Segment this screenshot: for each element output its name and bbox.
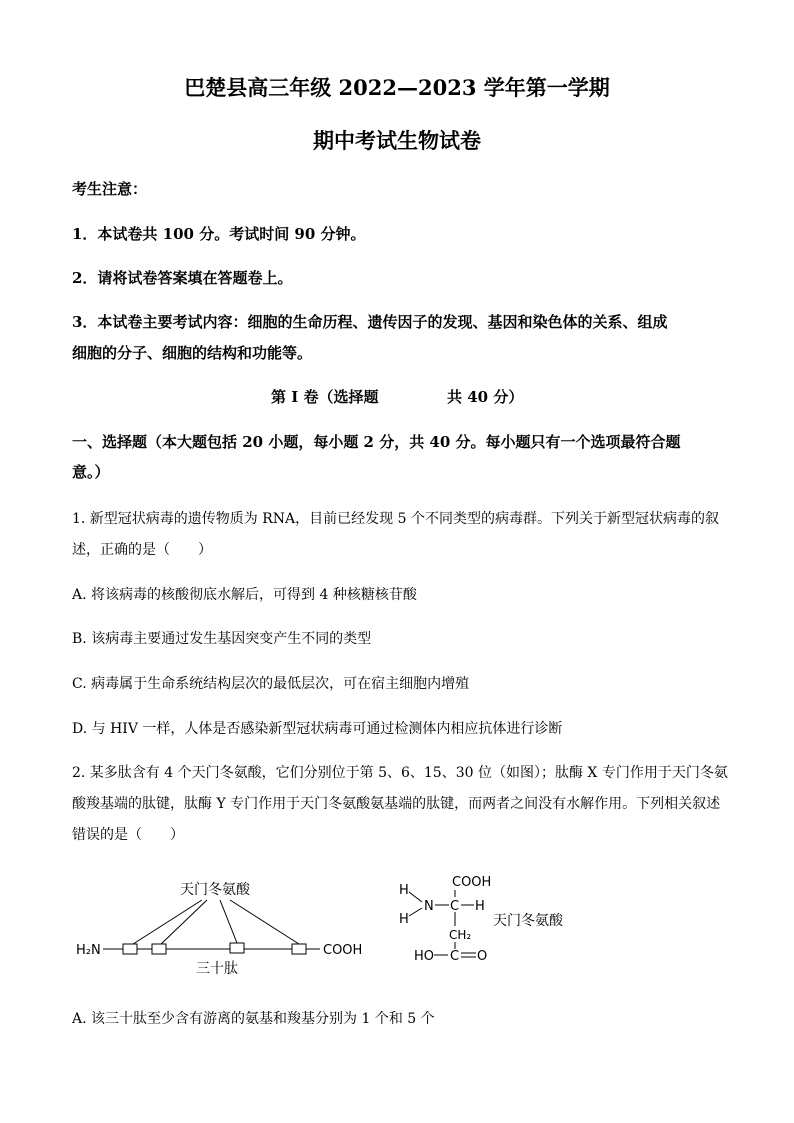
- c-terminus-label: COOH: [323, 943, 363, 958]
- struct-ho: HO: [414, 949, 435, 964]
- section-heading-cont: 意。）: [72, 463, 110, 481]
- q1-stem-line1: 1. 新型冠状病毒的遗传物质为 RNA，目前已经发现 5 个不同类型的病毒群。下列关于新型冠状病毒的叙: [72, 511, 719, 527]
- q1-option-b: B. 该病毒主要通过发生基因突变产生不同的类型: [72, 631, 372, 647]
- q2-stem-line1: 2. 某多肽含有 4 个天门冬氨酸，它们分别位于第 5、6、15、30 位（如图）；肽酶 X 专门作用于天门冬氨: [72, 765, 728, 781]
- struct-o: O: [477, 949, 488, 964]
- section-heading: 一、选择题（本大题包括 20 小题，每小题 2 分，共 40 分。每小题只有一个选项最符合题: [72, 433, 681, 451]
- connector-line-4: [230, 900, 299, 944]
- aspartic-acid-label: 天门冬氨酸: [180, 882, 250, 898]
- notice-item-2: 2．请将试卷答案填在答题卷上。: [72, 269, 293, 287]
- struct-ch2: CH₂: [449, 928, 472, 942]
- bond-h-n-bottom: [409, 908, 422, 916]
- residue-30-box: [292, 944, 306, 954]
- notice-item-1: 1．本试卷共 100 分。考试时间 90 分钟。: [72, 225, 366, 243]
- struct-c: C: [450, 949, 460, 964]
- thirty-peptide-label: 三十肽: [196, 961, 238, 977]
- part-score: 共 40 分）: [447, 388, 524, 406]
- residue-6-box: [152, 944, 166, 954]
- part-label: 第 I 卷（选择题: [271, 388, 379, 406]
- page-title-line2: 期中考试生物试卷: [313, 128, 481, 153]
- notice-item-3: 3．本试卷主要考试内容：细胞的生命历程、遗传因子的发现、基因和染色体的关系、组成: [72, 313, 668, 331]
- struct-h-top: H: [399, 883, 409, 898]
- q1-option-a: A. 将该病毒的核酸彻底水解后，可得到 4 种核糖核苷酸: [72, 587, 417, 603]
- peptide-chain-diagram: [76, 882, 362, 977]
- aspartic-acid-right-label: 天门冬氨酸: [493, 913, 563, 929]
- bond-h-n-top: [409, 892, 422, 902]
- page-title-line1: 巴楚县高三年级 2022—2023 学年第一学期: [184, 75, 610, 100]
- struct-n: N: [424, 899, 434, 914]
- residue-5-box: [123, 944, 137, 954]
- aspartic-acid-structure: [399, 875, 564, 964]
- struct-cooh: COOH: [452, 875, 492, 890]
- struct-h-bottom: H: [399, 912, 409, 927]
- struct-ch-h: H: [475, 899, 485, 914]
- residue-15-box: [230, 943, 244, 953]
- q2-stem-line2: 酸羧基端的肽键，肽酶 Y 专门作用于天门冬氨酸氨基端的肽键，而两者之间没有水解作用。下列相关叙述: [72, 796, 721, 812]
- q1-option-d: D. 与 HIV 一样，人体是否感染新型冠状病毒可通过检测体内相应抗体进行诊断: [72, 721, 563, 737]
- struct-c-alpha: C: [450, 899, 460, 914]
- q2-option-a: A. 该三十肽至少含有游离的氨基和羧基分别为 1 个和 5 个: [72, 1011, 435, 1027]
- q1-stem-line2: 述，正确的是（ ）: [72, 542, 212, 558]
- n-terminus-label: H₂N: [76, 943, 101, 958]
- notice-heading: 考生注意：: [72, 180, 148, 198]
- connector-line-3: [220, 900, 237, 943]
- q2-stem-line3: 错误的是（ ）: [72, 827, 184, 843]
- q1-option-c: C. 病毒属于生命系统结构层次的最低层次，可在宿主细胞内增殖: [72, 676, 470, 692]
- q2-figure: [0, 860, 794, 990]
- notice-item-3-cont: 细胞的分子、细胞的结构和功能等。: [72, 344, 313, 362]
